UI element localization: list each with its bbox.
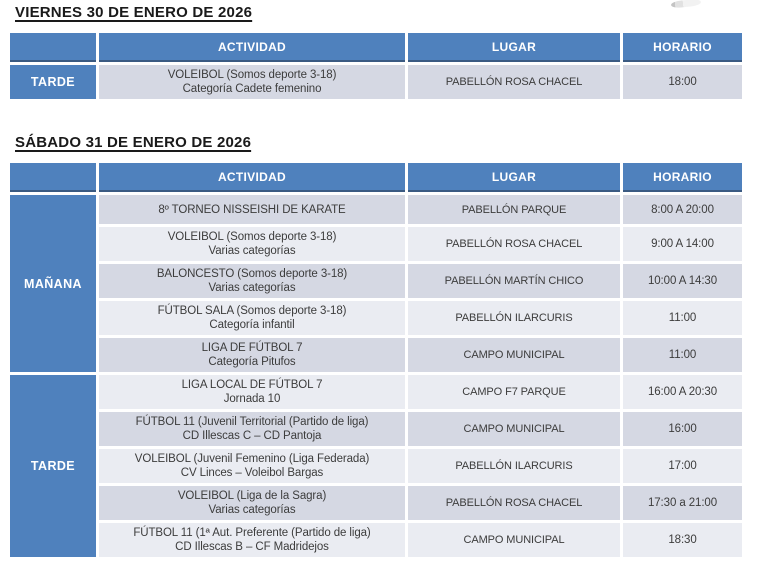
col-header-lugar: LUGAR	[408, 33, 620, 62]
time-cell: 18:00	[623, 65, 742, 99]
table-row	[10, 449, 742, 483]
table-row	[10, 301, 742, 335]
activity-line1: FÚTBOL SALA (Somos deporte 3-18)	[157, 305, 347, 317]
activity-line2: Varias categorías	[208, 282, 296, 294]
activity-line1: 8º TORNEO NISSEISHI DE KARATE	[158, 203, 346, 216]
activity-line2: Jornada 10	[223, 393, 281, 405]
table-row	[10, 338, 742, 372]
activity-line2: Varias categorías	[208, 504, 296, 516]
time-of-day-label-tarde: TARDE	[10, 65, 96, 99]
time-cell: 8:00 A 20:00	[623, 195, 742, 224]
time-cell: 10:00 A 14:30	[623, 264, 742, 298]
col-header-horario: HORARIO	[623, 33, 742, 62]
activity-cell	[99, 65, 405, 99]
time-cell: 16:00 A 20:30	[623, 375, 742, 409]
corner-header-cell	[10, 33, 96, 62]
table-row	[10, 375, 742, 409]
activity-line2: Categoría infantil	[209, 319, 295, 331]
time-cell: 11:00	[623, 338, 742, 372]
place-cell: CAMPO F7 PARQUE	[408, 375, 620, 409]
activity-cell	[99, 264, 405, 298]
activity-line1: BALONCESTO (Somos deporte 3-18)	[156, 268, 348, 280]
activity-cell	[99, 338, 405, 372]
activity-line1: VOLEIBOL (Liga de la Sagra)	[177, 490, 327, 502]
activity-line2: Categoría Cadete femenino	[182, 83, 322, 95]
time-cell: 17:30 a 21:00	[623, 486, 742, 520]
table-row	[10, 65, 742, 99]
activity-cell	[99, 301, 405, 335]
col-header-lugar: LUGAR	[408, 163, 620, 192]
table-row	[10, 195, 742, 224]
schedule-friday	[10, 4, 758, 102]
activity-line1: LIGA LOCAL DE FÚTBOL 7	[181, 379, 323, 391]
activity-cell	[99, 523, 405, 557]
activity-line1: FÚTBOL 11 (1ª Aut. Preferente (Partido de liga)	[133, 527, 371, 539]
activity-cell	[99, 449, 405, 483]
table-row	[10, 227, 742, 261]
place-cell: CAMPO MUNICIPAL	[408, 412, 620, 446]
place-cell: PABELLÓN ROSA CHACEL	[408, 65, 620, 99]
schedule-saturday	[10, 134, 758, 560]
time-cell: 18:30	[623, 523, 742, 557]
time-cell: 11:00	[623, 301, 742, 335]
place-cell: PABELLÓN MARTÍN CHICO	[408, 264, 620, 298]
time-cell: 9:00 A 14:00	[623, 227, 742, 261]
schedule-title-saturday: SÁBADO 31 DE ENERO DE 2026	[15, 134, 252, 151]
place-cell: CAMPO MUNICIPAL	[408, 523, 620, 557]
time-of-day-label-manana: MAÑANA	[10, 195, 96, 372]
activity-line1: VOLEIBOL (Somos deporte 3-18)	[167, 69, 337, 81]
place-cell: PABELLÓN PARQUE	[408, 195, 620, 224]
activity-cell	[99, 227, 405, 261]
place-cell: PABELLÓN ROSA CHACEL	[408, 486, 620, 520]
col-header-actividad: ACTIVIDAD	[99, 33, 405, 62]
time-of-day-label-tarde: TARDE	[10, 375, 96, 557]
time-cell: 16:00	[623, 412, 742, 446]
place-cell: CAMPO MUNICIPAL	[408, 338, 620, 372]
activity-line2: Categoría Pitufos	[208, 356, 296, 368]
col-header-horario: HORARIO	[623, 163, 742, 192]
activity-cell	[99, 412, 405, 446]
table-row	[10, 264, 742, 298]
activity-line2: Varias categorías	[208, 245, 296, 257]
table-row	[10, 412, 742, 446]
schedule-table-saturday	[7, 160, 745, 560]
activity-line1: VOLEIBOL (Juvenil Femenino (Liga Federada)	[134, 453, 370, 465]
place-cell: PABELLÓN ILARCURIS	[408, 301, 620, 335]
activity-cell	[99, 195, 405, 224]
col-header-actividad: ACTIVIDAD	[99, 163, 405, 192]
table-row	[10, 523, 742, 557]
schedule-title-friday: VIERNES 30 DE ENERO DE 2026	[15, 4, 253, 21]
activity-line1: LIGA DE FÚTBOL 7	[201, 342, 303, 354]
activity-line2: CD Illescas B – CF Madridejos	[175, 541, 329, 553]
table-row	[10, 486, 742, 520]
place-cell: PABELLÓN ROSA CHACEL	[408, 227, 620, 261]
activity-line1: VOLEIBOL (Somos deporte 3-18)	[167, 231, 337, 243]
activity-cell	[99, 486, 405, 520]
activity-line1: FÚTBOL 11 (Juvenil Territorial (Partido de liga)	[135, 416, 369, 428]
schedule-table-friday	[7, 30, 745, 102]
activity-line2: CD Illescas C – CD Pantoja	[182, 430, 322, 442]
time-cell: 17:00	[623, 449, 742, 483]
activity-cell	[99, 375, 405, 409]
corner-header-cell	[10, 163, 96, 192]
place-cell: PABELLÓN ILARCURIS	[408, 449, 620, 483]
activity-line2: CV Linces – Voleibol Bargas	[180, 467, 324, 479]
